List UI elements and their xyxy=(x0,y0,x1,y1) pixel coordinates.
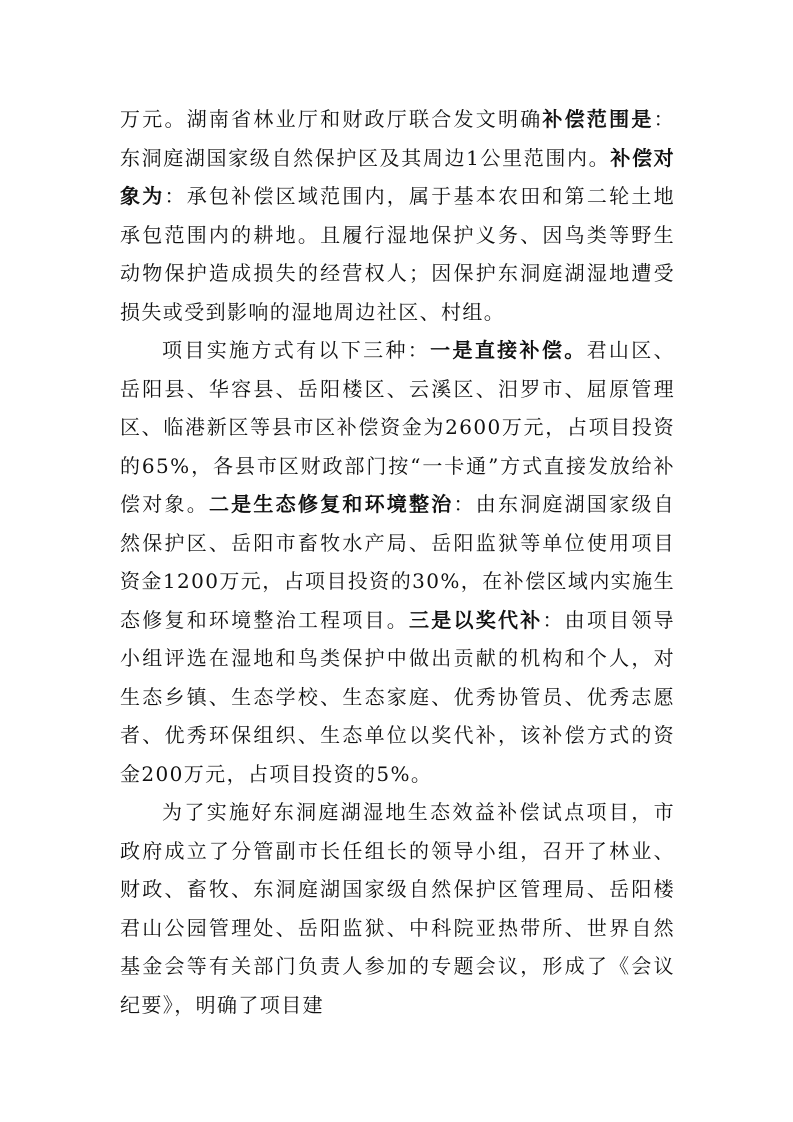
bold-text-run: 补偿对象为 xyxy=(120,145,675,208)
text-run: ：由东洞庭湖国家级自然保护区、岳阳市畜牧水产局、岳阳监狱等单位使用项目资金1200万元，占项目投资的30%，在补偿区域内实施生态修复和环境整治工程项目。 xyxy=(120,492,675,632)
text-run: 为了实施好东洞庭湖湿地生态效益补偿试点项目，市政府成立了分管副市长任组长的领导小组，召开了林业、财政、畜牧、东洞庭湖国家级自然保护区管理局、岳阳楼君山公园管理处、岳阳监狱、中科院亚热带所、世界自然基金会等有关部门负责人参加的专题会议，形成了《会议纪要》，明确了项目建 xyxy=(120,800,675,1017)
text-run: 君山区、岳阳县、华容县、岳阳楼区、云溪区、汨罗市、屈原管理区、临港新区等县市区补偿资金为2600万元，占项目投资的65%，各县市区财政部门按“一卡通”方式直接发放给补偿对象。 xyxy=(120,338,675,516)
text-run: ：东洞庭湖国家级自然保护区及其周边1公里范围内。 xyxy=(120,107,675,170)
bold-text-run: 一是直接补偿。 xyxy=(430,338,587,362)
text-run: ：承包补偿区域范围内，属于基本农田和第二轮土地承包范围内的耕地。且履行湿地保护义务、因鸟类等野生动物保护造成损失的经营权人；因保护东洞庭湖湿地遭受损失或受到影响的湿地周边社区、村组。 xyxy=(120,184,675,324)
bold-text-run: 补偿范围是 xyxy=(542,107,654,131)
paragraph xyxy=(120,331,675,793)
paragraph xyxy=(120,793,675,1024)
document-body xyxy=(120,100,675,1024)
bold-text-run: 三是以奖代补 xyxy=(409,607,543,632)
bold-text-run: 二是生态修复和环境整治 xyxy=(208,492,454,516)
text-run: ：由项目领导小组评选在湿地和鸟类保护中做出贡献的机构和个人，对生态乡镇、生态学校、生态家庭、优秀协管员、优秀志愿者、优秀环保组织、生态单位以奖代补，该补偿方式的资金200万元，占项目投资的5%。 xyxy=(120,607,676,786)
text-run: 项目实施方式有以下三种： xyxy=(162,338,431,362)
paragraph xyxy=(120,100,675,331)
text-run: 万元。湖南省林业厅和财政厅联合发文明确 xyxy=(120,107,543,131)
